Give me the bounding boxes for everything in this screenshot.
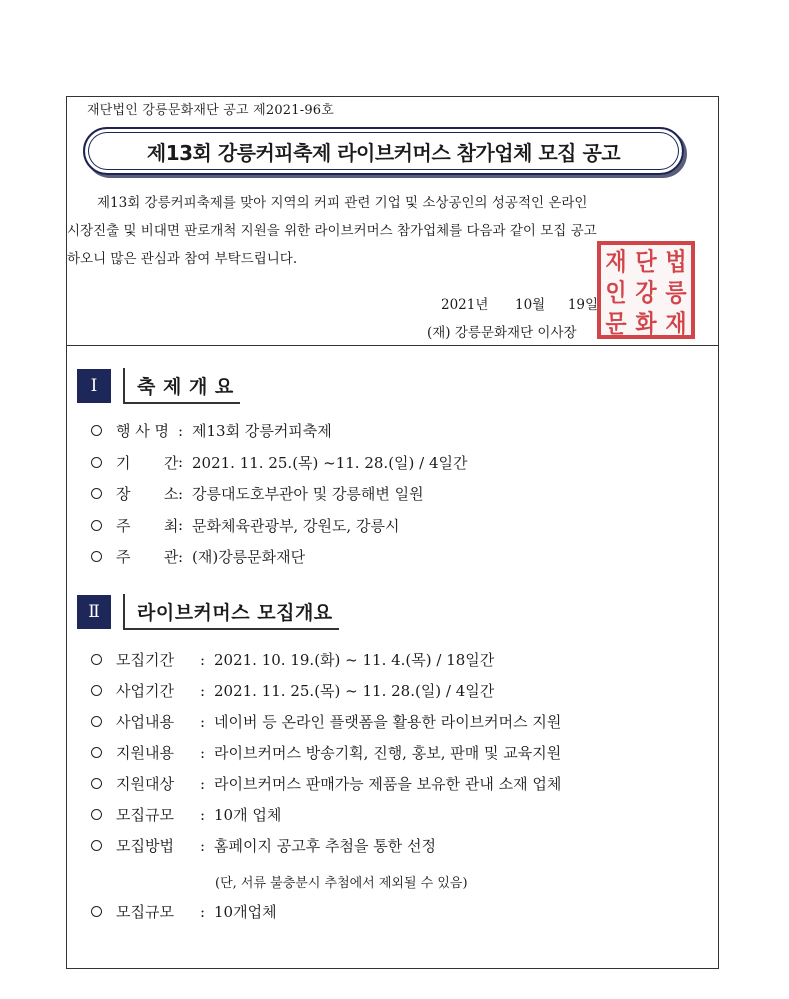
circle-bullet-icon: [91, 654, 102, 665]
item-key: 사업내용: [116, 713, 174, 731]
item-value: 네이버 등 온라인 플랫폼을 활용한 라이브커머스 지원: [214, 713, 562, 731]
circle-bullet-icon: [91, 425, 102, 436]
list-item: 모집규모 : 10개 업체: [91, 799, 561, 830]
item-value: 제13회 강릉커피축제: [192, 422, 332, 441]
item-value: 홈페이지 공고후 추첨을 통한 선정: [214, 837, 436, 855]
item-value: 10개 업체: [214, 806, 282, 824]
notice-date: [441, 293, 598, 313]
list-item: 지원내용 : 라이브커머스 방송기획, 진행, 홍보, 판매 및 교육지원: [91, 737, 561, 768]
circle-bullet-icon: [91, 685, 102, 696]
circle-bullet-icon: [91, 809, 102, 820]
seal-character: 화: [635, 310, 657, 339]
item-key: 모집기간: [116, 651, 174, 669]
circle-bullet-icon: [91, 747, 102, 758]
item-key: 주 관: [116, 548, 179, 567]
seal-character: 인: [605, 279, 627, 308]
circle-bullet-icon: [91, 716, 102, 727]
seal-character: 문: [605, 310, 627, 339]
notice-document: [66, 96, 719, 969]
item-key: 지원내용: [116, 744, 174, 762]
seal-character: 법: [665, 248, 687, 277]
section-1-list: [91, 415, 468, 573]
seal-character: 강: [635, 279, 657, 308]
list-item: 사업기간 : 2021. 11. 25.(목) ~ 11. 28.(일) / 4일간: [91, 675, 561, 706]
list-item: 지원대상 : 라이브커머스 판매가능 제품을 보유한 관내 소재 업체: [91, 768, 561, 799]
circle-bullet-icon: [91, 551, 102, 562]
list-item: 주 관 : (재)강릉문화재단: [91, 541, 468, 573]
list-item: 모집기간 : 2021. 10. 19.(화) ~ 11. 4.(목) / 18일간: [91, 644, 561, 675]
circle-bullet-icon: [91, 457, 102, 468]
intro-line: 시장진출 및 비대면 판로개척 지원을 위한 라이브커머스 참가업체를 다음과 같이 모집 공고: [67, 223, 597, 239]
section-2-number: Ⅱ: [77, 595, 111, 629]
section-1-heading: [77, 369, 240, 403]
item-key: 행 사 명: [116, 422, 170, 441]
seal-character: 릉: [665, 279, 687, 308]
list-item: 모집방법 : 홈페이지 공고후 추첨을 통한 선정: [91, 830, 561, 861]
circle-bullet-icon: [91, 840, 102, 851]
notice-title: 제13회 강릉커피축제 라이브커머스 참가업체 모집 공고: [146, 140, 621, 165]
item-value: 2021. 11. 25.(목) ~ 11. 28.(일) / 4일간: [214, 682, 495, 700]
section-divider: [67, 345, 718, 346]
list-item: 장 소 : 강릉대도호부관아 및 강릉해변 일원: [91, 478, 468, 510]
item-key: 모집규모: [116, 806, 174, 824]
date-day: 19일: [567, 297, 599, 313]
date-month: 10월: [515, 297, 546, 313]
item-value: 라이브커머스 판매가능 제품을 보유한 관내 소재 업체: [214, 775, 562, 793]
intro-line: 제13회 강릉커피축제를 맞아 지역의 커피 관련 기업 및 소상공인의 성공적인 온라인: [97, 195, 588, 211]
list-item: 사업내용 : 네이버 등 온라인 플랫폼을 활용한 라이브커머스 지원: [91, 706, 561, 737]
list-item: 모집규모 : 10개업체: [91, 901, 277, 922]
issuer: (재) 강릉문화재단 이사장: [427, 325, 577, 341]
section-1-title: 축 제 개 요: [123, 368, 240, 404]
item-value: 10개업체: [214, 903, 277, 921]
item-key: 주 최: [116, 516, 179, 535]
seal-character: 단: [635, 248, 657, 277]
item-value: 강릉대도호부관아 및 강릉해변 일원: [192, 485, 424, 504]
item-value: 2021. 10. 19.(화) ~ 11. 4.(목) / 18일간: [214, 651, 495, 669]
title-banner: [83, 127, 684, 175]
date-year: 2021년: [441, 297, 489, 313]
circle-bullet-icon: [91, 778, 102, 789]
section-2-list: [91, 644, 561, 861]
intro-line: 하오니 많은 관심과 참여 부탁드립니다.: [67, 251, 298, 267]
seal-character: 재: [665, 310, 687, 339]
section-1-number: Ⅰ: [77, 369, 111, 403]
circle-bullet-icon: [91, 520, 102, 531]
item-value: 문화체육관광부, 강원도, 강릉시: [192, 516, 400, 535]
item-value: 라이브커머스 방송기획, 진행, 홍보, 판매 및 교육지원: [214, 744, 562, 762]
item-key: 기 간: [116, 453, 179, 472]
notice-number: 재단법인 강릉문화재단 공고 제2021-96호: [87, 103, 335, 118]
circle-bullet-icon: [91, 488, 102, 499]
list-item: 기 간 : 2021. 11. 25.(목) ~11. 28.(일) / 4일간: [91, 447, 468, 479]
section-2-title: 라이브커머스 모집개요: [123, 594, 339, 630]
seal-character: 재: [605, 248, 627, 277]
selection-note: (단, 서류 불충분시 추첨에서 제외될 수 있음): [215, 876, 468, 891]
item-key: 사업기간: [116, 682, 174, 700]
list-item: 주 최 : 문화체육관광부, 강원도, 강릉시: [91, 510, 468, 542]
list-item: 행 사 명 : 제13회 강릉커피축제: [91, 415, 468, 447]
item-value: 2021. 11. 25.(목) ~11. 28.(일) / 4일간: [192, 453, 468, 472]
item-key: 장 소: [116, 485, 179, 504]
section-2-heading: [77, 595, 339, 629]
item-value: (재)강릉문화재단: [192, 548, 306, 567]
official-seal-stamp: [597, 241, 695, 339]
item-key: 모집규모: [116, 903, 174, 921]
item-key: 지원대상: [116, 775, 174, 793]
circle-bullet-icon: [91, 906, 102, 917]
item-key: 모집방법: [116, 837, 174, 855]
